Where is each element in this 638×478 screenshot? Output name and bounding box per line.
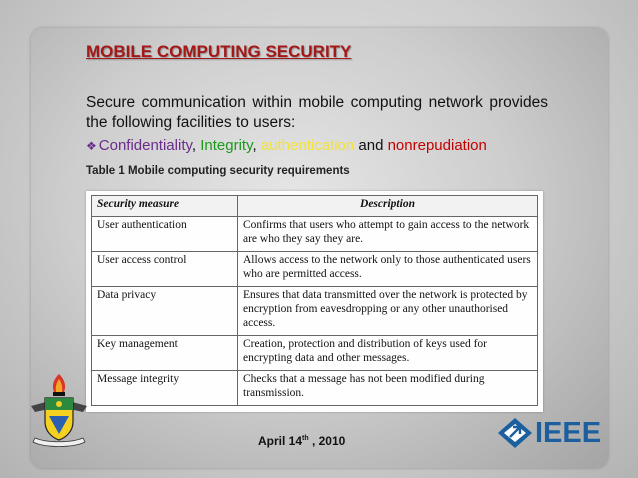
slide-title: MOBILE COMPUTING SECURITY — [86, 42, 352, 61]
description-cell: Creation, protection and distribution of keys used for encrypting data and other messages. — [238, 336, 538, 371]
measure-cell: User access control — [92, 252, 238, 287]
measure-cell: Key management — [92, 336, 238, 371]
table-row — [92, 217, 538, 252]
university-crest-icon — [27, 372, 91, 452]
term-integrity: Integrity — [200, 137, 253, 154]
presentation-date — [258, 434, 345, 448]
table-row — [92, 252, 538, 287]
header-description: Description — [238, 196, 538, 217]
date-ordinal: th — [302, 435, 309, 442]
measure-cell: User authentication — [92, 217, 238, 252]
diamond-bullet-icon: ❖ — [86, 139, 97, 153]
table-row — [92, 371, 538, 406]
term-confidentiality: Confidentiality — [98, 137, 192, 154]
separator: , — [191, 137, 201, 154]
table-row — [92, 336, 538, 371]
description-cell: Confirms that users who attempt to gain access to the network are who they say they are. — [238, 217, 538, 252]
date-prefix: April 14 — [258, 434, 303, 448]
intro-paragraph: Secure communication within mobile computing network provides the following facilities to users: — [86, 94, 548, 131]
description-cell: Checks that a message has not been modified during transmission. — [238, 371, 538, 406]
term-nonrepudiation: nonrepudiation — [387, 137, 487, 154]
security-table-image — [86, 191, 543, 412]
date-suffix: , 2010 — [308, 434, 346, 448]
ieee-logo — [497, 417, 615, 449]
measure-cell: Message integrity — [92, 371, 238, 406]
separator: , — [252, 137, 261, 154]
measure-cell: Data privacy — [92, 287, 238, 336]
table-caption: Table 1 Mobile computing security requirements — [86, 165, 350, 177]
description-cell: Allows access to the network only to those authenticated users who are permitted access. — [238, 252, 538, 287]
header-security-measure: Security measure — [92, 196, 238, 217]
ieee-logo-text: IEEE — [535, 417, 602, 449]
description-cell: Ensures that data transmitted over the network is protected by encryption from eavesdropping or any other unauthorised access. — [238, 287, 538, 336]
term-authentication: authentication — [260, 137, 355, 154]
table-header-row — [92, 196, 538, 217]
conjunction: and — [354, 137, 388, 154]
security-table — [91, 195, 538, 406]
table-row — [92, 287, 538, 336]
ieee-logo-icon — [497, 417, 533, 449]
bullet-line — [86, 137, 487, 154]
